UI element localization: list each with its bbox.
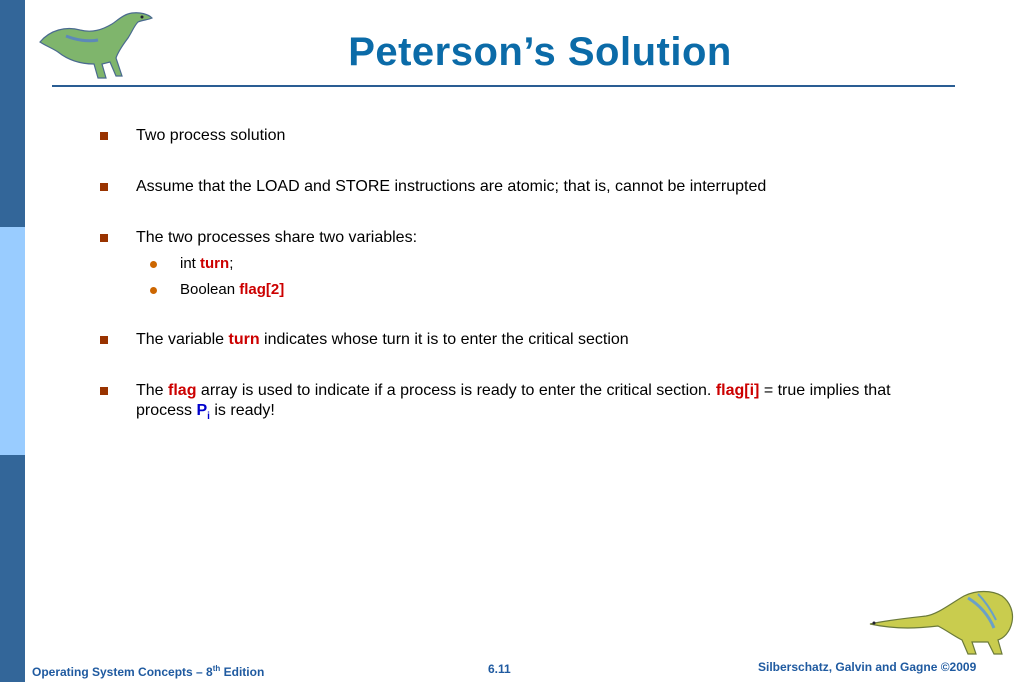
bullet-dot-icon — [150, 287, 157, 294]
bullet-text: The two processes share two variables: — [136, 229, 418, 246]
bullet-list — [98, 126, 928, 427]
keyword-turn: turn — [200, 255, 230, 272]
dinosaur-drinking-icon — [868, 584, 1016, 656]
title-divider — [52, 85, 955, 87]
dinosaur-logo-icon — [36, 6, 158, 84]
bullet-shared-vars — [98, 228, 928, 248]
footer-page-number: 6.11 — [488, 662, 511, 676]
bullet-square-icon — [100, 183, 108, 191]
sub-bullet-turn: int turn; — [98, 254, 928, 274]
sidebar-band-top — [0, 0, 25, 227]
footer-authors: Silberschatz, Galvin and Gagne ©2009 — [758, 660, 977, 674]
bullet-two-process — [98, 126, 928, 146]
keyword-flag-i: flag[i] — [715, 382, 760, 399]
bullet-text: Assume that the LOAD and STORE instructions are atomic; that is, cannot be interrupted — [136, 178, 767, 195]
bullet-square-icon — [100, 387, 108, 395]
keyword-process-p: $P_i$ — [196, 402, 210, 423]
bullet-square-icon — [100, 234, 108, 242]
bullet-atomic — [98, 177, 928, 197]
sidebar-band-bottom — [0, 455, 25, 682]
footer-book-title: Operating System Concepts – 8th Edition — [32, 664, 265, 679]
keyword-flag: flag — [168, 382, 197, 399]
bullet-text: Two process solution — [136, 127, 286, 144]
bullet-square-icon — [100, 336, 108, 344]
bullet-square-icon — [100, 132, 108, 140]
sidebar-band-middle — [0, 227, 25, 455]
bullet-flag-array: The flag array is used to indicate if a process is ready to enter the critical section. flag[i] = true implies that process $P_i$ is ready! — [98, 381, 928, 427]
bullet-dot-icon — [150, 261, 157, 268]
sub-bullet-flag: Boolean flag[2] — [98, 280, 928, 300]
slide-title: Peterson’s Solution — [348, 30, 732, 74]
keyword-flag: flag[2] — [239, 281, 285, 298]
keyword-turn: turn — [228, 331, 260, 348]
bullet-turn-variable: The variable turn indicates whose turn it is to enter the critical section — [98, 330, 928, 350]
